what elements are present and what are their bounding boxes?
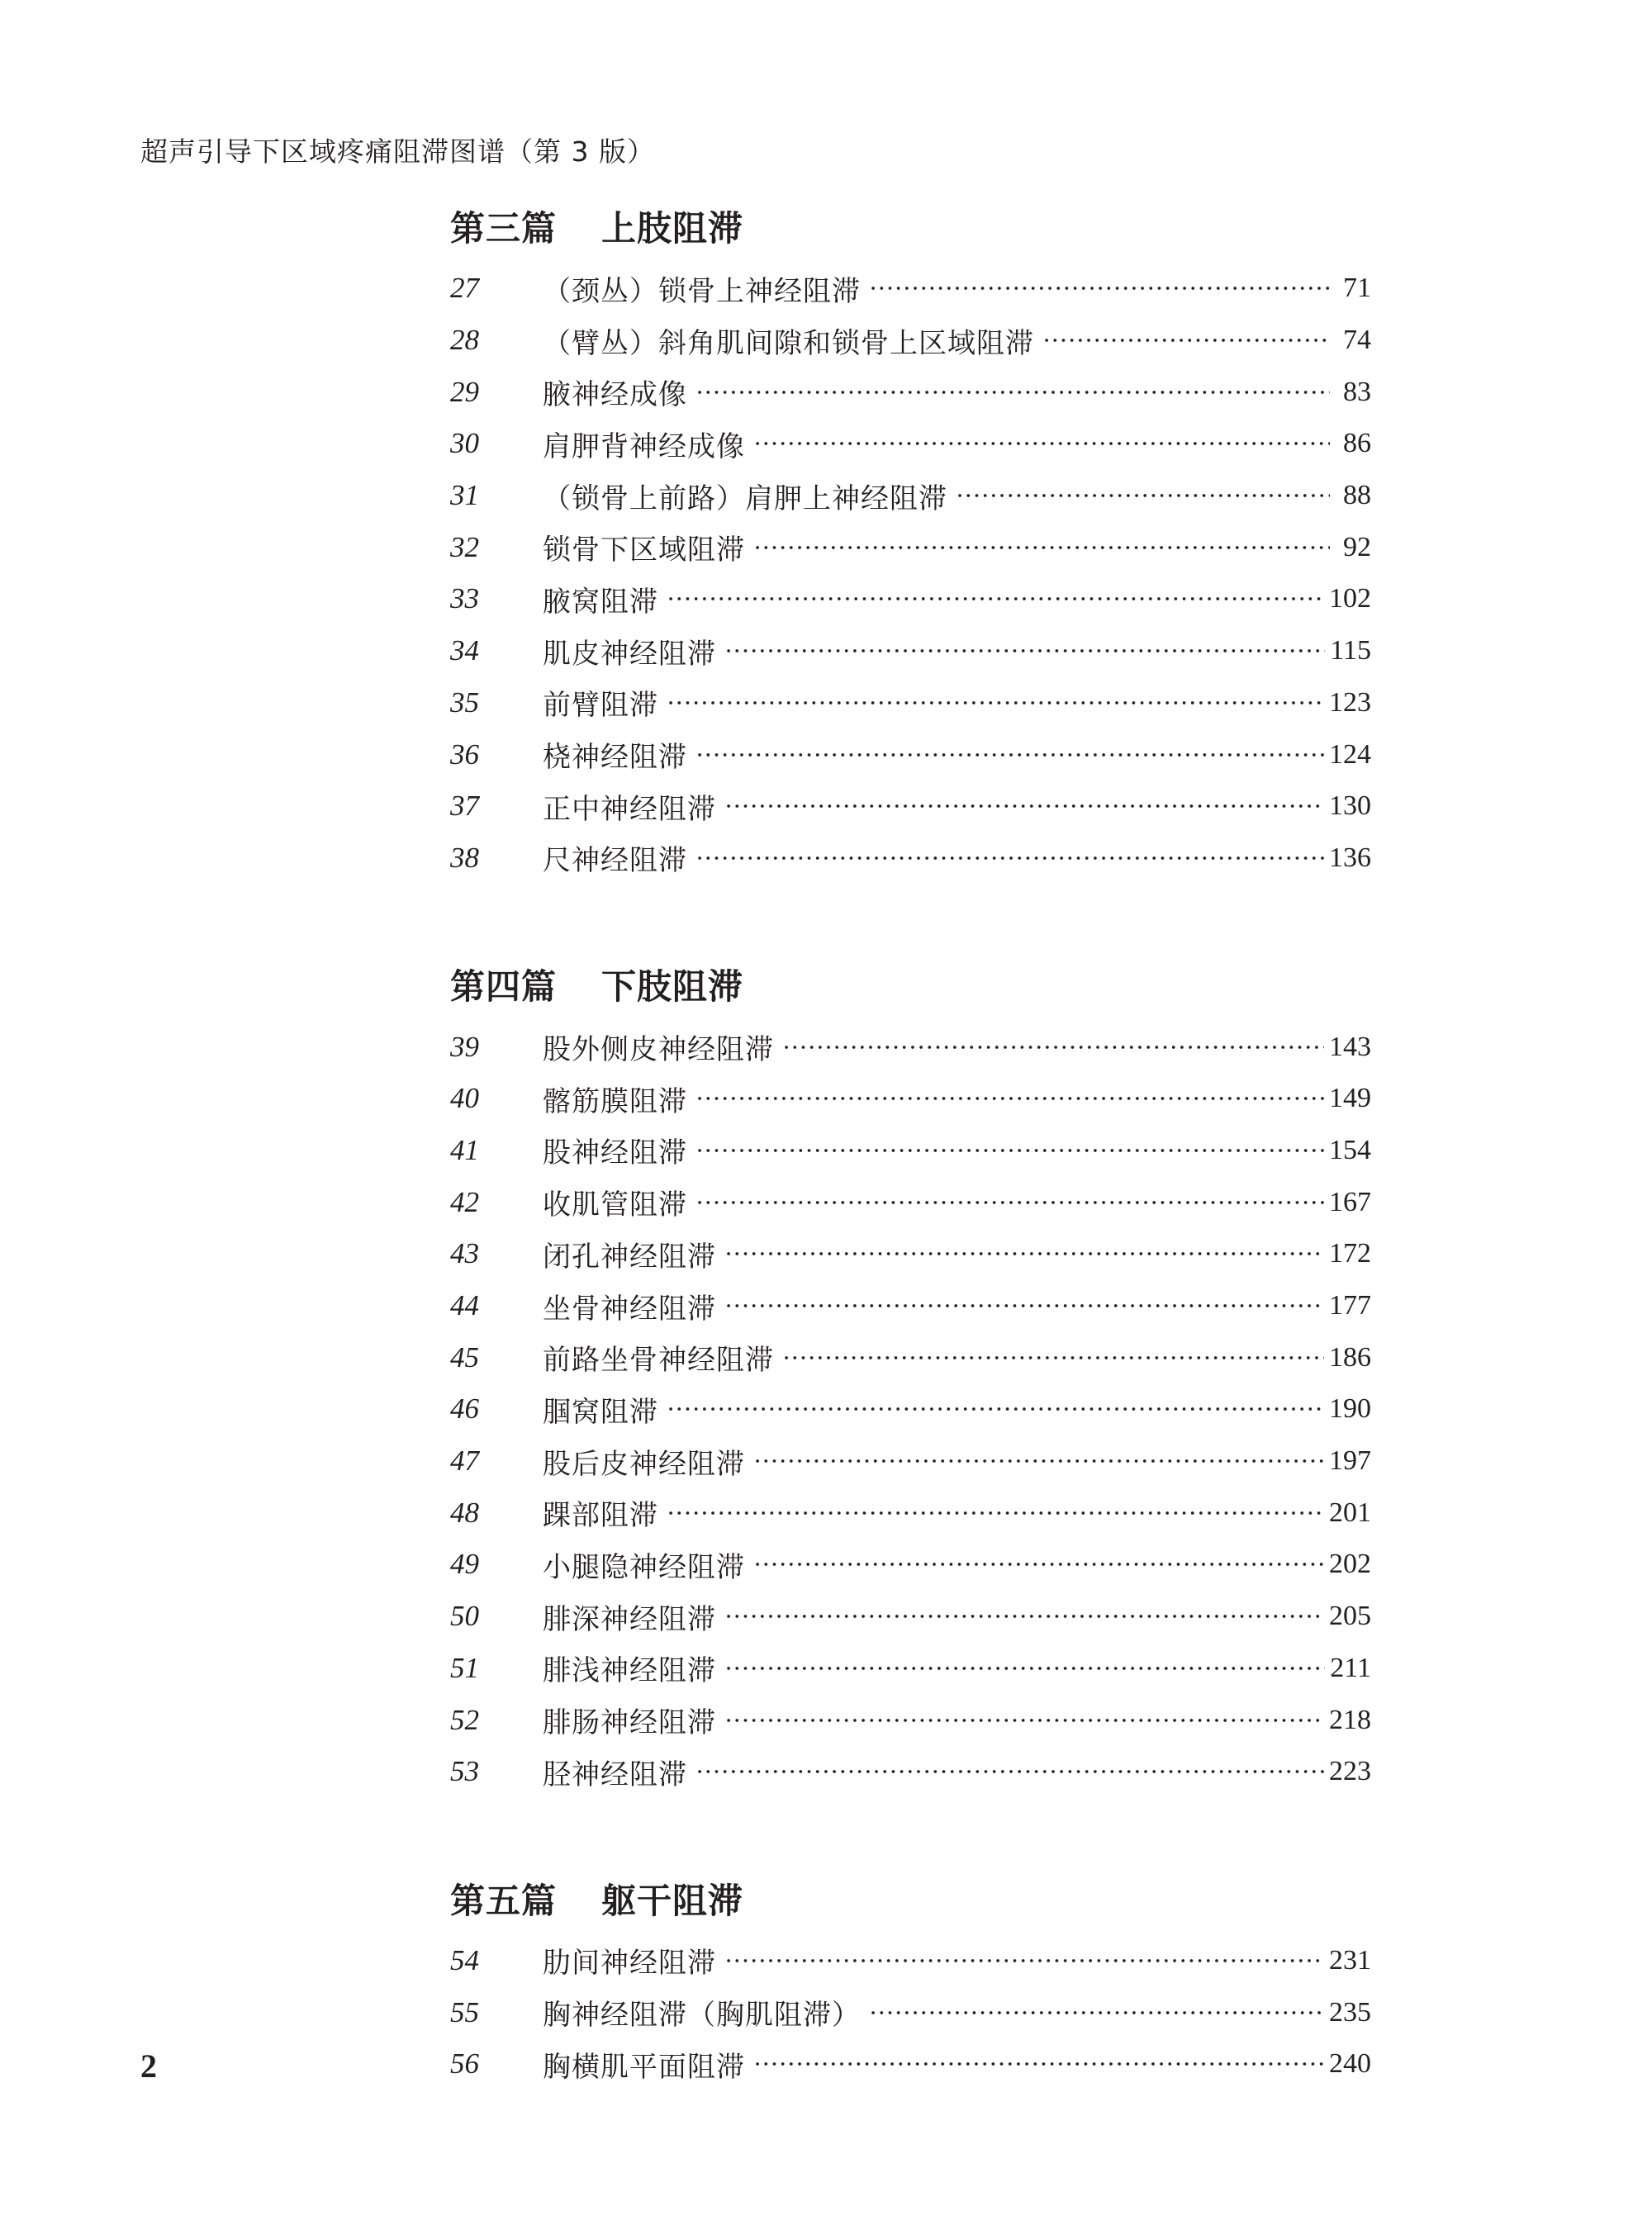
- chapter-page-number: 149: [1329, 1083, 1371, 1114]
- chapter-title: 股外侧皮神经阻滞: [543, 1033, 774, 1067]
- toc-entry[interactable]: [450, 1591, 1371, 1643]
- dot-leader: [667, 591, 1324, 606]
- chapter-number: 39: [450, 1030, 479, 1063]
- toc-entry[interactable]: [450, 521, 1371, 573]
- toc-entry[interactable]: [450, 573, 1371, 625]
- toc-entry[interactable]: [450, 728, 1371, 780]
- chapter-title: 正中神经阻滞: [543, 792, 716, 826]
- chapter-number: 27: [450, 272, 479, 305]
- dot-leader: [782, 1040, 1324, 1055]
- toc-part: [450, 190, 1371, 884]
- chapter-page-number: 154: [1329, 1134, 1371, 1165]
- dot-leader: [724, 643, 1325, 658]
- chapter-title: 前臂阻滞: [543, 689, 658, 723]
- dot-leader: [724, 1713, 1324, 1728]
- dot-leader: [753, 1557, 1324, 1572]
- dot-leader: [667, 1402, 1324, 1416]
- chapter-page-number: 115: [1330, 635, 1371, 667]
- toc-entry[interactable]: [450, 780, 1371, 833]
- chapter-page-number: 71: [1343, 273, 1371, 304]
- chapter-page-number: 172: [1329, 1238, 1371, 1269]
- chapter-number: 52: [450, 1703, 479, 1736]
- chapter-page-number: 83: [1343, 376, 1371, 407]
- chapter-page-number: 86: [1343, 428, 1371, 459]
- dot-leader: [695, 1195, 1324, 1210]
- toc-entry[interactable]: [450, 833, 1371, 885]
- dot-leader: [782, 1350, 1324, 1365]
- chapter-page-number: 201: [1329, 1497, 1371, 1528]
- chapter-title: 踝部阻滞: [543, 1499, 658, 1533]
- chapter-number: 31: [450, 479, 479, 512]
- chapter-number: 45: [450, 1340, 479, 1373]
- part-number: 第五篇: [450, 1880, 558, 1921]
- chapter-title: （锁骨上前路）肩胛上神经阻滞: [543, 482, 947, 515]
- chapter-number: 29: [450, 375, 479, 408]
- toc-entry[interactable]: [450, 1280, 1371, 1332]
- dot-leader: [956, 488, 1330, 503]
- chapter-number: 41: [450, 1133, 479, 1166]
- chapter-title: 前路坐骨神经阻滞: [543, 1344, 774, 1378]
- toc-entry[interactable]: [450, 1487, 1371, 1539]
- dot-leader: [695, 1091, 1324, 1106]
- chapter-title: 桡神经阻滞: [543, 741, 687, 775]
- chapter-page-number: 205: [1329, 1601, 1371, 1632]
- toc-entry[interactable]: [450, 2038, 1371, 2090]
- toc-entry[interactable]: [450, 1228, 1371, 1280]
- dot-leader: [667, 695, 1324, 710]
- chapter-number: 49: [450, 1548, 479, 1581]
- chapter-number: 36: [450, 738, 479, 771]
- toc-entry[interactable]: [450, 1539, 1371, 1591]
- chapter-number: 47: [450, 1445, 479, 1478]
- chapter-number: 38: [450, 841, 479, 874]
- chapter-title: 小腿隐神经阻滞: [543, 1550, 745, 1584]
- dot-leader: [695, 1143, 1324, 1158]
- chapter-title: 胸神经阻滞（胸肌阻滞）: [543, 1999, 861, 2033]
- chapter-page-number: 211: [1330, 1652, 1371, 1683]
- chapter-number: 53: [450, 1755, 479, 1788]
- toc-part: [450, 1862, 1371, 2090]
- chapter-title: 腋神经成像: [543, 378, 687, 412]
- chapter-page-number: 123: [1329, 686, 1371, 718]
- chapter-title: 肌皮神经阻滞: [543, 637, 716, 671]
- page-number: 2: [140, 2047, 157, 2085]
- toc-entry[interactable]: [450, 1021, 1371, 1073]
- chapter-title: 腘窝阻滞: [543, 1395, 658, 1429]
- dot-leader: [753, 2057, 1324, 2071]
- chapter-title: 肩胛背神经成像: [543, 429, 745, 463]
- dot-leader: [724, 1298, 1324, 1313]
- chapter-page-number: 202: [1329, 1549, 1371, 1580]
- toc-entry[interactable]: [450, 418, 1371, 470]
- part-number: 第四篇: [450, 966, 558, 1008]
- chapter-page-number: 190: [1329, 1393, 1371, 1425]
- dot-leader: [695, 747, 1324, 762]
- chapter-number: 48: [450, 1496, 479, 1529]
- chapter-number: 55: [450, 1995, 479, 2028]
- part-title: 躯干阻滞: [601, 1880, 744, 1921]
- chapter-page-number: 223: [1329, 1756, 1371, 1787]
- chapter-title: 髂筋膜阻滞: [543, 1084, 687, 1118]
- chapter-title: 股后皮神经阻滞: [543, 1447, 745, 1481]
- chapter-number: 33: [450, 582, 479, 615]
- chapter-title: 股神经阻滞: [543, 1136, 687, 1170]
- toc-entry[interactable]: [450, 677, 1371, 729]
- chapter-number: 51: [450, 1651, 479, 1684]
- chapter-number: 42: [450, 1185, 479, 1218]
- part-title: 下肢阻滞: [601, 966, 744, 1008]
- running-header: 超声引导下区域疼痛阻滞图谱（第 3 版）: [140, 135, 655, 168]
- toc-entry[interactable]: [450, 1694, 1371, 1746]
- toc-entry[interactable]: [450, 1935, 1371, 1987]
- dot-leader: [724, 1661, 1325, 1676]
- toc-entry[interactable]: [450, 1073, 1371, 1125]
- dot-leader: [753, 1454, 1324, 1468]
- chapter-page-number: 136: [1329, 842, 1371, 873]
- dot-leader: [695, 851, 1324, 866]
- chapter-page-number: 186: [1329, 1341, 1371, 1373]
- chapter-page-number: 124: [1329, 738, 1371, 770]
- chapter-page-number: 231: [1329, 1944, 1371, 1976]
- toc-part: [450, 948, 1371, 1797]
- toc-entry[interactable]: [450, 366, 1371, 418]
- chapter-page-number: 197: [1329, 1445, 1371, 1477]
- chapter-title: （颈丛）锁骨上神经阻滞: [543, 274, 861, 308]
- toc-entry[interactable]: [450, 263, 1371, 315]
- chapter-title: 尺神经阻滞: [543, 844, 687, 878]
- chapter-title: 腓浅神经阻滞: [543, 1654, 716, 1688]
- chapter-number: 50: [450, 1600, 479, 1633]
- chapter-number: 40: [450, 1082, 479, 1115]
- chapter-number: 28: [450, 324, 479, 357]
- chapter-title: 胫神经阻滞: [543, 1758, 687, 1791]
- toc-entry[interactable]: [450, 1331, 1371, 1383]
- dot-leader: [869, 2005, 1324, 2020]
- chapter-title: 腓深神经阻滞: [543, 1602, 716, 1636]
- part-heading: [450, 1862, 1371, 1935]
- chapter-number: 30: [450, 427, 479, 460]
- toc-entry[interactable]: [450, 1125, 1371, 1177]
- chapter-title: 收肌管阻滞: [543, 1188, 687, 1222]
- toc-entry[interactable]: [450, 1643, 1371, 1695]
- toc-entry[interactable]: [450, 1176, 1371, 1228]
- chapter-number: 32: [450, 530, 479, 563]
- chapter-number: 56: [450, 2047, 479, 2080]
- chapter-title: 腓肠神经阻滞: [543, 1706, 716, 1740]
- dot-leader: [667, 1506, 1324, 1520]
- chapter-title: 肋间神经阻滞: [543, 1947, 716, 1981]
- dot-leader: [1042, 333, 1330, 348]
- chapter-number: 44: [450, 1289, 479, 1322]
- dot-leader: [695, 385, 1330, 400]
- chapter-page-number: 218: [1329, 1704, 1371, 1735]
- dot-leader: [724, 1246, 1324, 1261]
- chapter-title: （臂丛）斜角肌间隙和锁骨上区域阻滞: [543, 326, 1034, 360]
- chapter-title: 坐骨神经阻滞: [543, 1292, 716, 1326]
- chapter-page-number: 235: [1329, 1996, 1371, 2028]
- toc-entry[interactable]: [450, 1986, 1371, 2038]
- dot-leader: [724, 799, 1324, 814]
- chapter-page-number: 240: [1329, 2048, 1371, 2080]
- chapter-number: 34: [450, 634, 479, 667]
- chapter-title: 闭孔神经阻滞: [543, 1240, 716, 1274]
- toc-entry[interactable]: [450, 470, 1371, 522]
- part-title: 上肢阻滞: [601, 208, 744, 249]
- toc-entry[interactable]: [450, 1383, 1371, 1435]
- chapter-number: 43: [450, 1237, 479, 1270]
- chapter-page-number: 143: [1329, 1031, 1371, 1062]
- chapter-page-number: 167: [1329, 1186, 1371, 1217]
- toc-entry[interactable]: [450, 625, 1371, 677]
- toc-entry[interactable]: [450, 1746, 1371, 1798]
- chapter-number: 54: [450, 1943, 479, 1976]
- toc-entry[interactable]: [450, 315, 1371, 367]
- chapter-number: 35: [450, 686, 479, 719]
- chapter-title: 锁骨下区域阻滞: [543, 534, 745, 567]
- dot-leader: [753, 540, 1330, 555]
- chapter-number: 46: [450, 1392, 479, 1426]
- chapter-page-number: 92: [1343, 531, 1371, 562]
- chapter-page-number: 130: [1329, 790, 1371, 822]
- dot-leader: [869, 281, 1330, 296]
- dot-leader: [695, 1764, 1324, 1779]
- chapter-page-number: 74: [1343, 325, 1371, 356]
- part-heading: [450, 948, 1371, 1021]
- table-of-contents: [450, 190, 1371, 2155]
- part-heading: [450, 190, 1371, 263]
- chapter-page-number: 177: [1329, 1290, 1371, 1321]
- toc-entry[interactable]: [450, 1435, 1371, 1487]
- chapter-page-number: 88: [1343, 480, 1371, 511]
- dot-leader: [724, 1953, 1324, 1968]
- chapter-page-number: 102: [1329, 583, 1371, 614]
- chapter-title: 胸横肌平面阻滞: [543, 2050, 745, 2084]
- chapter-number: 37: [450, 790, 479, 823]
- dot-leader: [753, 436, 1330, 451]
- part-number: 第三篇: [450, 208, 558, 249]
- chapter-title: 腋窝阻滞: [543, 585, 658, 619]
- dot-leader: [724, 1609, 1324, 1624]
